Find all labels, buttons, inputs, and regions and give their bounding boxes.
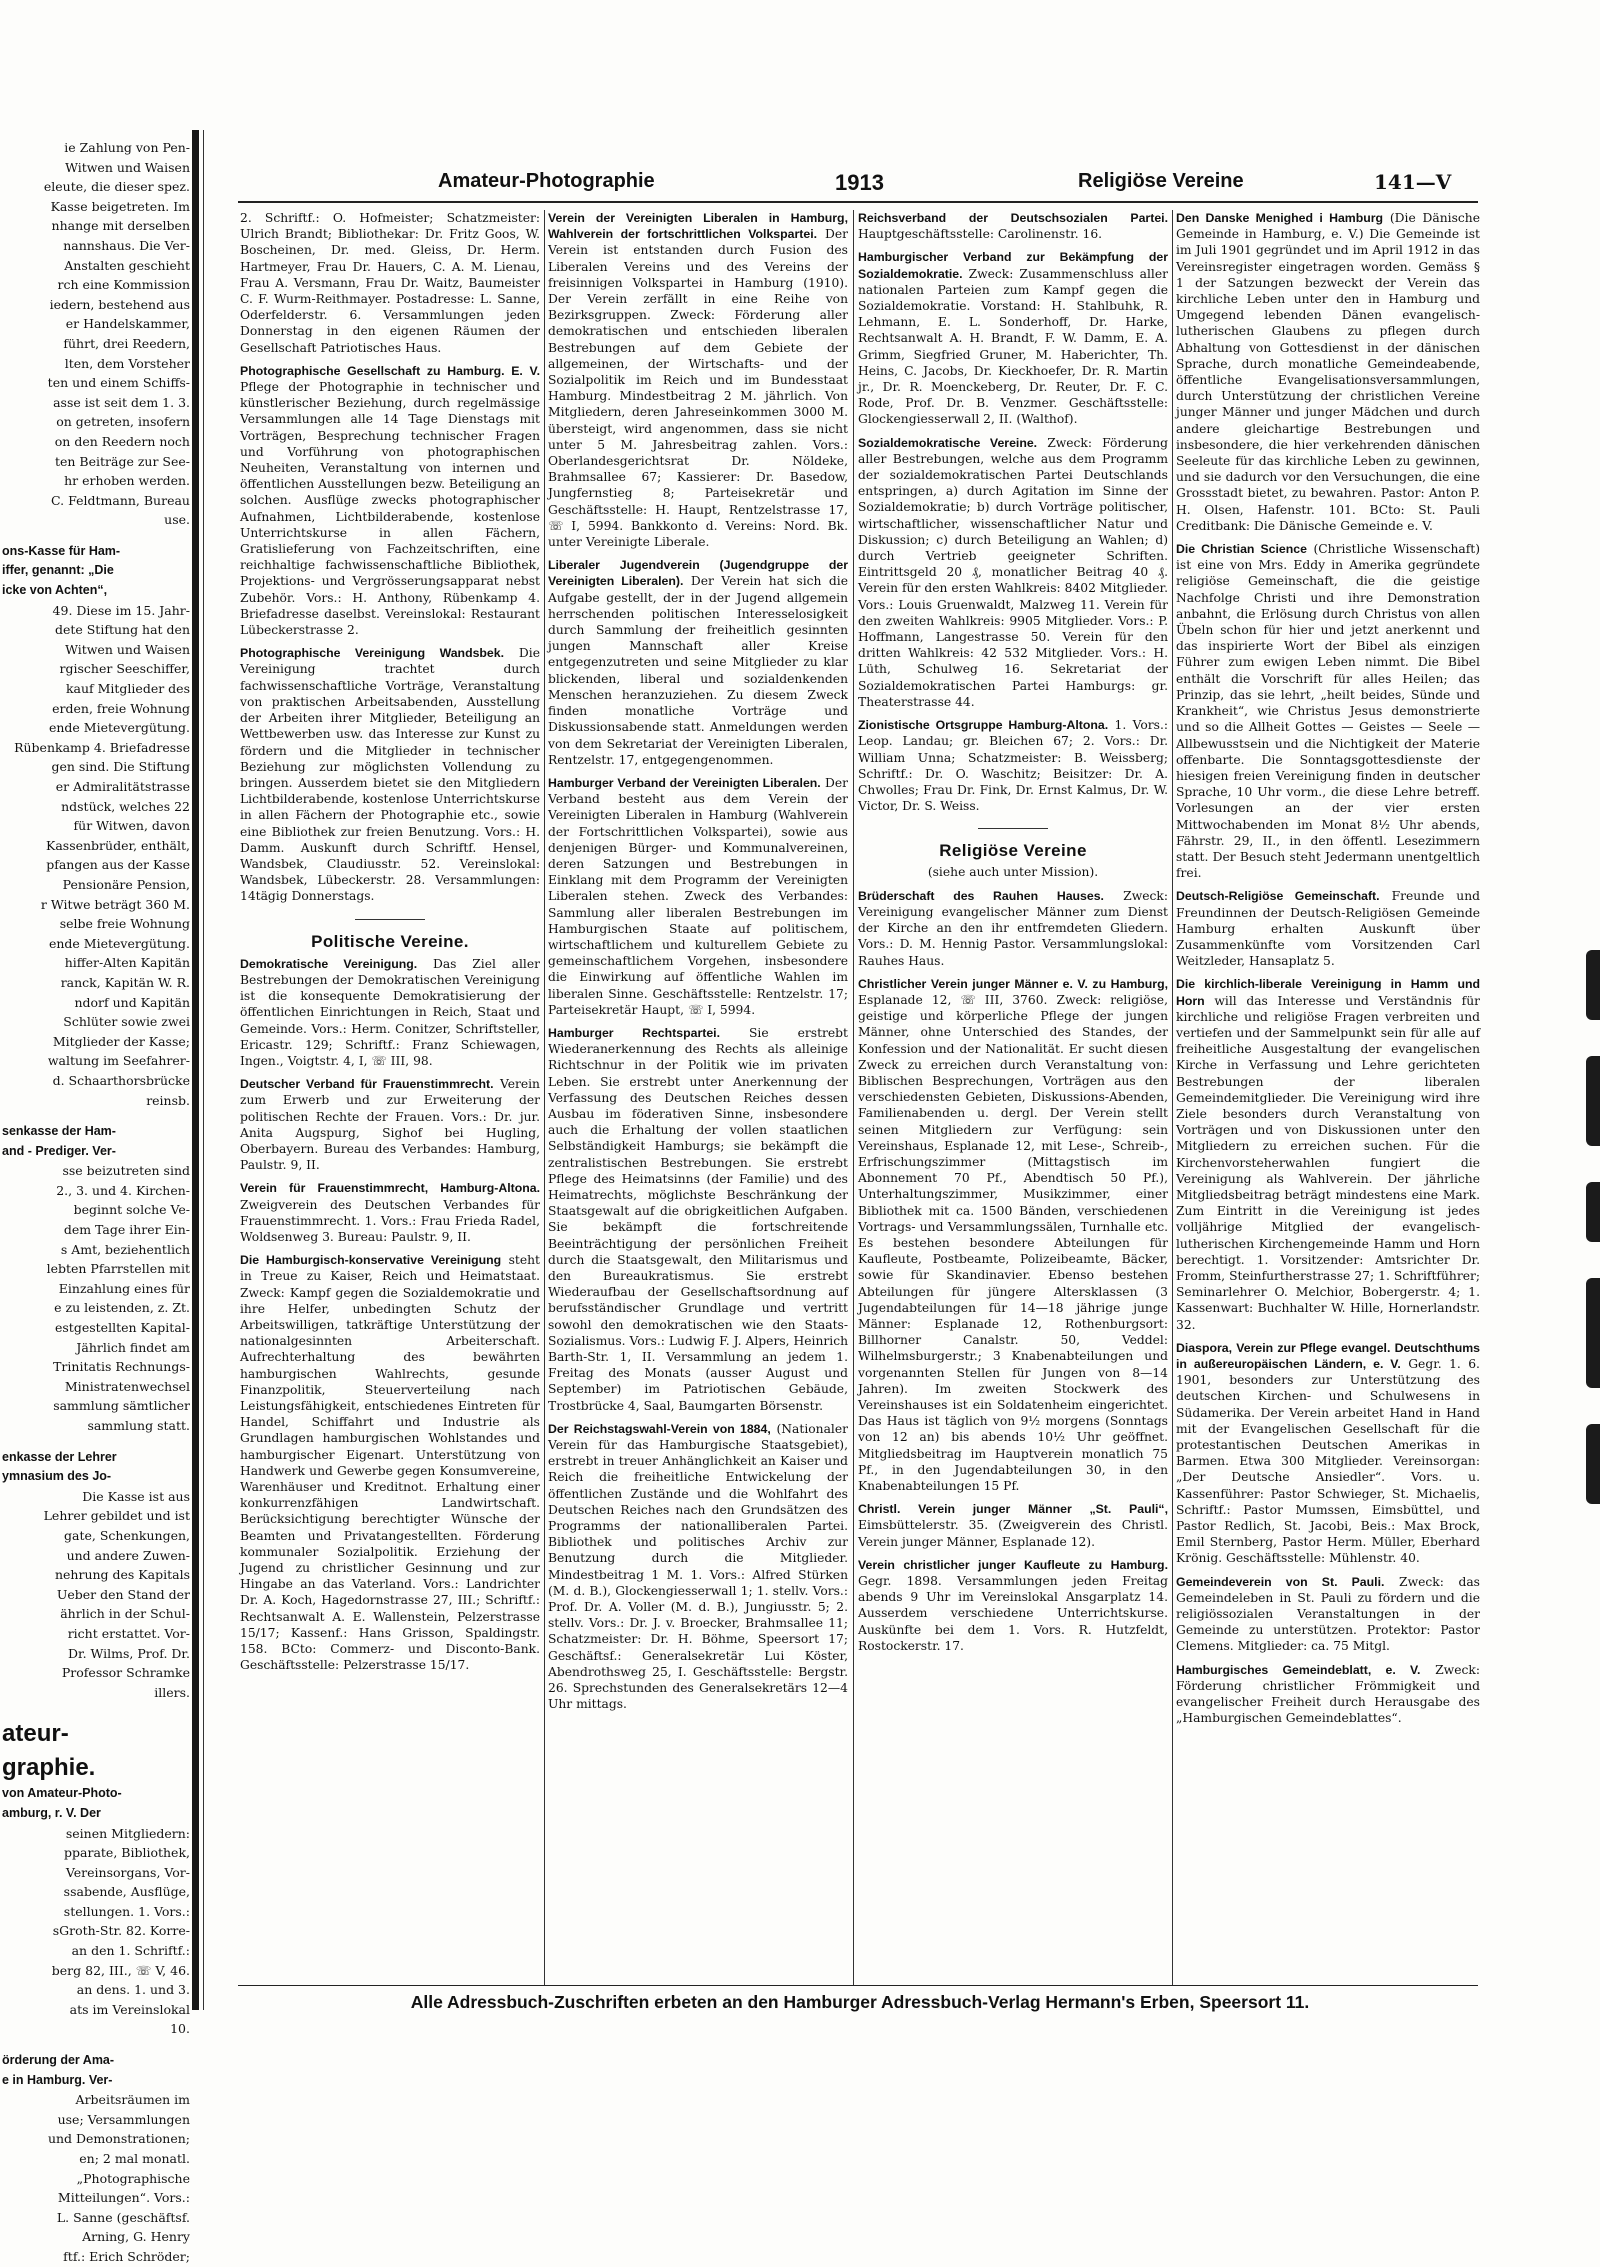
fragment-line: hr erhoben werden. [64, 473, 190, 489]
fragment-line: ndstück, welches 22 [61, 798, 190, 814]
fragment-line: ende Mietevergütung. [48, 720, 190, 736]
association-text: Der Verein hat sich die Aufgabe gestellt, der in der Jugend allgemein herrschenden politischen Interesselosigkeit durch Sammlung der freiheitlich gesinnten jungen Mannschaft aller Kreise entgegenzutreten und seine Mitglieder zu klar blickenden, liberal und sozialdenkenden Menschen heranzuziehen. Zu diesem Zweck finden monatliche Vorträge und Diskussionsabende statt. Anmeldungen werden von dem Sekretariat der Vereinigten Liberalen, Rentzelstr. 17, entgegengenommen. [548, 574, 848, 767]
association-text: (Die Dänische Gemeinde in Hamburg, e. V.) Die Gemeinde ist im Juli 1901 gegründet und im April 1912 in das Vereinsregister eingetragen worden. Gemäss § 1 der Satzungen bezweckt der Verein das kirchliche Leben unter den in Hamburg und Umgegend lebenden Dänen evangelisch-lutherischen Glaubens zu pflegen durch Abhaltung von Gottesdienst in der dänischen Sprache, durch monatliche Gemeindeabende, öffentliche Evangelisationsversammlungen, durch Unterstützung der christlichen Vereine junger Männer und junger Mädchen und durch andere gleichartige Bestrebungen und insbesondere, die hier verkehrenden dänischen Seeleute für das kirchliche Leben zu gewinnen, und sie dadurch vor den Versuchungen, die eine Grossstadt bietet, zu bewahren. Pastor: Anton P. H. Olsen, Hafenstr. 101. BCto: St. Pauli Creditbank: Die Dänische Gemeinde e. V. [1176, 211, 1480, 533]
association-text: Freunde und Freundinnen der Deutsch-Religiösen Gemeinde Hamburg erhalten Auskunft über Zusammenkünfte vom Vorsitzenden Carl Weitzleder, Hansaplatz 5. [1176, 889, 1481, 969]
association-entry [548, 1025, 848, 1414]
fragment-line: Dr. Wilms, Prof. Dr. [67, 1645, 190, 1661]
fragment-line: e zu leistenden, z. Zt. [54, 1300, 190, 1316]
fragment-line: Jährlich findet am [76, 1339, 190, 1355]
association-name: Verein christlicher junger Kaufleute zu Hamburg. [858, 1557, 1168, 1572]
gutter-shadow [192, 130, 199, 2010]
association-text: Pflege der Photographie in technischer und künstlerischer Beziehung, durch regelmässige Versammlungen alle 14 Tage Dienstags mit Vorträgen, Besprechung technischer Fragen und Vorführung von photographischen Neuheiten, Veranstaltung von internen und öffentlichen Ausstellungen bezw. Beteiligung an solchen. Ausflüge zwecks photographischer Aufnahmen, Lichtbilderabende, kostenlose Unterrichtskurse in allen Fächern, Gratislieferung von Fachzeitschriften, eine reichhaltige fachwissenschaftliche Bibliothek, Projektions- und Vergrösserungsapparat nebst Zubehör. Vors.: H. Anthony, Rübenkamp 4. Briefadresse daselbst. Vereinslokal: Restaurant Lübeckerstrasse 2. [240, 380, 540, 638]
fragment-line: ie Zahlung von Pen- [64, 140, 190, 155]
left-page-fragment [0, 138, 190, 2264]
association-text: Zweck: Vereinigung evangelischer Männer zum Dienst der Kirche an den ihr entfremdeten Gliedern. Vors.: D. M. Hennig Pastor. Versammlungslokal: Rauhes Haus. [858, 888, 1168, 968]
association-text: Zweck: Förderung aller Bestrebungen, welche aus dem Programm der sozialdemokratischen Partei Deutschlands entspringen, a) durch Agitation im Sinne der Sozialdemokratie; b) durch Vorträge politischer, wirtschaftlicher, wissenschaftlicher Natur und Diskussion; c) durch Beteiligung an Wahlen; d) durch Vertrieb geeigneter Schriften. Eintrittsgeld 20 ₰, monatlicher Beitrag 40 ₰. Verein für den ersten Wahlkreis: 8402 Mitglieder. Vors.: Louis Gruenwaldt, Malzweg 11. Verein für den zweiten Wahlkreis: 9905 Mitglieder. Vors.: P. Hoffmann, Langestrasse 50. Verein für den dritten Wahlkreis: 42 532 Mitglieder. Vors.: H. Lüth, Schulweg 16. Sekretariat der Sozialdemokratischen Partei Hamburgs: gr. Theaterstrasse 44. [858, 435, 1168, 709]
association-entry [858, 1501, 1168, 1550]
running-head-left: Amateur-Photographie [438, 170, 655, 192]
association-entry [1176, 888, 1480, 969]
column-2 [548, 210, 848, 1980]
association-entry [548, 210, 848, 550]
fragment-line: Die Kasse ist aus [82, 1488, 190, 1504]
association-entry [1176, 1574, 1480, 1655]
association-name: Die Hamburgisch-konservative Vereinigung [240, 1253, 502, 1268]
fragment-line: und andere Zuwen- [66, 1547, 190, 1563]
running-head [430, 170, 1470, 200]
fragment-line: Professor Schramke [61, 1665, 190, 1681]
association-name: Der Reichstagswahl-Verein von 1884, [548, 1421, 771, 1436]
fragment-line: sse beizutreten sind [62, 1163, 190, 1179]
fragment-line: Witwen und Waisen [65, 159, 190, 175]
fragment-line: eleute, die dieser spez. [43, 179, 190, 195]
fragment-line: er Admiralitätstrasse [55, 779, 190, 794]
fragment-line: iedern, bestehend aus [49, 296, 190, 312]
fragment-line: ateur- [2, 1720, 69, 1748]
fragment-line: ons-Kasse für Ham- [2, 543, 121, 558]
association-text: Verein zum Erwerb und zur Erweiterung der politischen Rechte der Frauen. Vors.: Dr. jur. Anita Augspurg, Sighof bei Hugling, Oberbayern. Bureau des Verbandes: Hamburg, Paulstr. 9, II. [240, 1077, 540, 1173]
fragment-line: sGroth-Str. 82. Korre- [52, 1923, 190, 1939]
association-entry [858, 1557, 1168, 1654]
fragment-line: lten, dem Vorsteher [64, 355, 190, 371]
association-text: Gegr. 1. 6. 1901, besonders zur Unterstützung des deutschen Kirchen- und Schulwesens in Südamerika. Der Verein arbeitet Hand in Hand mit der Evangelischen Gesellschaft für die protestantischen Deutschen Amerikas in Barmen. Etwa 300 Mitglieder. Vereinsorgan: „Der Deutsche Ansiedler“. Vors. u. Kassenführer: Pastor Schwieger, St. Michaelis, Schriftf.: Pastor Mumssen, Eimsbüttel, und Pastor Redlich, St. Jacobi, Beis.: Max Brock, Emil Sternberg, Pastor Herm. Müller, Eberhard Krönig. Geschäftsstelle: Mühlenstr. 40. [1176, 1357, 1480, 1566]
fragment-line: Anstalten geschieht [64, 257, 190, 273]
fragment-line: 10. [170, 2021, 190, 2037]
fragment-line: C. Feldtmann, Bureau [51, 492, 190, 508]
association-name: Deutscher Verband für Frauenstimmrecht. [240, 1077, 494, 1092]
fragment-line: dete Stiftung hat den [54, 622, 190, 638]
fragment-line: ssabende, Ausflüge, [63, 1884, 190, 1900]
fragment-line: asse ist seit dem 1. 3. [53, 394, 190, 410]
fragment-line: d. Schaarthorsbrücke [52, 1072, 190, 1088]
association-text: Eimsbüttelerstr. 35. (Zweigverein des Christl. Verein junger Männer, Esplanade 12). [858, 1518, 1168, 1549]
association-name: Die Christian Science [1176, 542, 1307, 557]
fragment-line: e in Hamburg. Ver- [2, 2072, 113, 2087]
fragment-line: ndorf und Kapitän [74, 994, 190, 1010]
fragment-line: icke von Achten“, [2, 583, 108, 598]
association-name: Christlicher Verein junger Männer e. V. zu Hamburg, [858, 976, 1168, 991]
association-name: Den Danske Menighed i Hamburg [1176, 211, 1384, 225]
association-name: Photographische Vereinigung Wandsbek. [240, 646, 505, 661]
association-entry [858, 976, 1168, 1495]
association-text: Zweck: Förderung christlicher Frömmigkeit und evangelischer Freiheit durch Herausgabe des „Hamburgischen Gemeindeblattes“. [1176, 1662, 1480, 1726]
fragment-line: ats im Vereinslokal [69, 2001, 190, 2017]
fragment-line: on getreten, insofern [56, 414, 190, 430]
association-text: (Christliche Wissenschaft) ist eine von Mrs. Eddy in Amerika gegründete religiöse Gemeinschaft, die die geistige Nachfolge Christi und ihre Demonstration anbahnt, die Erlösung durch Christus von allen Übeln schon für hier und jetzt anerkennt und das inspirierte Wort der Bibel als einzigen Führer zum ewigen Leben nimmt. Die Bibel enthält die Vorschrift für alles Heilen; das Prinzip, das sie lehrt, „heilt beides, Sünde und Krankheit“, wie Christus Jesus demonstrierte und so die Allheit Gottes — Geistes — Seele — Allbewusstsein und die Nichtigkeit der Materie offenbarte. Die Sonntagsgottesdienste der hiesigen freien Vereinigung finden in deutscher Sprache, 10 Uhr vorm., die diese Lehre betreff. Vorlesungen an der vier ersten Mittwochabenden im Monat 8½ Uhr abends, Fährstr. 29, II., in den öffentl. Lesezimmern statt. Der Besuch steht Jedermann unentgeltlich frei. [1176, 542, 1480, 881]
spacer [2, 530, 190, 542]
association-text: Die Vereinigung trachtet durch fachwissenschaftliche Vorträge, Veranstaltung von praktischen Arbeitsabenden, Ausstellung der Arbeiten ihrer Mitglieder, Beteiligung an Wettbewerben usw. das Interesse zur Kunst zu fördern und die Mitglieder in technischer Beziehung zur möglichsten Vollendung zu bringen. Ausserdem bietet sie den Mitgliedern Lichtbilderabende, kostenlose Unterrichtskurse in allen Fächern der Photographie etc., sowie eine Bibliothek zur freien Benutzung. Vors.: H. Damm. Auskunft durch Schriftf. Hensel, Wandsbek, Claudiusstr. 52. Vereinslokal: Wandsbek, Lübeckerstr. 28. Versammlungen: 14tägig Donnerstags. [240, 646, 540, 904]
fragment-line: sammlung sämtlicher [53, 1398, 190, 1414]
column-1 [240, 210, 540, 1980]
fragment-line: an den 1. Schriftf.: [71, 1943, 190, 1959]
fragment-line: use; Versammlungen [57, 2111, 190, 2127]
fragment-line: pparate, Bibliothek, [64, 1845, 190, 1861]
fragment-line: Witwen und Waisen [65, 641, 190, 657]
footer-note: Alle Adressbuch-Zuschriften erbeten an den Hamburger Adressbuch-Verlag Hermann's Erben, Speersort 11. [410, 1992, 1310, 2012]
association-entry [1176, 1340, 1480, 1567]
fragment-line: graphie. [2, 1754, 96, 1782]
spacer [2, 1702, 190, 1714]
association-text: Das Ziel aller Bestrebungen der Demokratischen Vereinigung ist die konsequente Demokratisierung der öffentlichen Einrichtungen in Reich, Staat und Gemeinde. Vors.: Herm. Conitzer, Schriftsteller, Ericastr. 129; Schriftf.: Franz Schiewagen, Ingen., Voigtstr. 4, I, ☏ III, 98. [240, 956, 540, 1068]
association-name: Photographische Gesellschaft zu Hamburg. E. V. [240, 363, 540, 378]
running-head-section: Religiöse Vereine [1078, 170, 1244, 192]
fragment-line: Ministratenwechsel [64, 1378, 190, 1394]
association-text: Gegr. 1898. Versammlungen jeden Freitag abends 9 Uhr im Vereinslokal Ansgarplatz 14. Ausserdem verschiedene Unterrichtskurse. Auskünfte bei dem 1. Vors. R. Hutzfeldt, Rostockerstr. 17. [858, 1574, 1168, 1653]
association-text: Esplanade 12, ☏ III, 3760. Zweck: religiöse, geistige und körperliche Pflege der jungen Männer, ohne Unterschied des Standes, der Konfession und der Nationalität. Er sucht diesen Zweck zu erreichen durch Veranstaltung von: Biblischen Besprechungen, Vorträgen aus den verschiedensten Gebieten, Diskussions-Abenden, Familienabenden u. dergl. Der Verein stellt seinen Mitgliedern zur Verfügung: sein Vereinshaus, Esplanade 12, mit Lese-, Schreib-, Erfrischungszimmer (Mittagstisch im Abonnement 70 Pf., Abendtisch 50 Pf.), Unterhaltungszimmer, Musikzimmer, einer Bibliothek mit ca. 1500 Bänden, verschiedenen Vortrags- und Versammlungssälen, Turnhalle etc. Es bestehen besondere Abteilungen für Kaufleute, Postbeamte, Polizeibeamte, Bäcker, sowie für Skandinavier. Ebenso bestehen Abteilungen für jüngere Altersklassen (3 Jugendabteilungen für 14—18 jährige junge Männer: Esplanade 12, Rothenburgsort: Billhorner Canalstr. 50, Veddel: Wilhelmsburgerstr.; 3 Knabenabteilungen und vorgenannten Stellen für Jungen von 8—14 Jahren). Im zweiten Stockwerk des Vereinshauses ist ein Soldatenheim eingerichtet. Das Haus ist täglich von 9½ morgens (Sonntags von 12 an) bis abends 10½ Uhr geöffnet. Mitgliedsbeitrag im Hauptverein monatlich 75 Pf., in den Jugendabteilungen 30, in den Knabenabteilungen 15 Pf. [858, 992, 1168, 1494]
fragment-line: pfangen aus der Kasse [46, 857, 190, 873]
column-separator [1172, 210, 1173, 1985]
fragment-line: ten Beiträge zur See- [54, 453, 190, 469]
fragment-line: Arbeitsräumen im [75, 2092, 190, 2108]
association-text: 2. Schriftf.: O. Hofmeister; Schatzmeister: Ulrich Brandt; Bibliothekar: Dr. Fritz Goos, W. Boscheinen, Dr. med. Gleiss, Dr. Herm. Hartmeyer, Frau Dr. Hauers, C. A. M. Lienau, Frau A. Versmann, Frau Dr. Waitz, Baumeister C. F. Wurm-Reithmayer. Postadresse: L. Sanne, Oderfelderstr. 6. Versammlungen jeden Donnerstag in den eigenen Räumen der Gesellschaft Patriotisches Haus. [240, 211, 540, 355]
section-divider [978, 828, 1048, 829]
fragment-line: amburg, r. V. Der [2, 1805, 101, 1820]
column-separator [853, 210, 854, 1985]
association-name: Liberaler Jugendverein (Jugendgruppe der Vereinigten Liberalen). [548, 558, 848, 589]
association-entry [240, 363, 540, 638]
footer-rule [238, 1985, 1478, 1986]
association-name: Sozialdemokratische Vereine. [858, 435, 1038, 450]
fragment-line: gen sind. Die Stiftung [51, 759, 190, 775]
right-edge-bleed [1586, 950, 1600, 1650]
association-name: Verein für Frauenstimmrecht, Hamburg-Altona. [240, 1181, 540, 1196]
association-entry [548, 775, 848, 1018]
fragment-line: nannshaus. Die Ver- [63, 237, 190, 253]
association-name: Hamburger Verband der Vereinigten Liberalen. [548, 775, 821, 790]
fragment-line: ten und einem Schiffs- [47, 375, 190, 391]
fragment-line: Schlüter sowie zwei [63, 1014, 190, 1030]
section-divider [355, 919, 425, 920]
association-text: steht in Treue zu Kaiser, Reich und Heimatstaat. Zweck: Kampf gegen die Sozialdemokratie und ihre Helfer, unbedingten Schutz der Arbeitswilligen, tatkräftige Unterstützung der nationalgesinnten Arbeiterschaft. Aufrechterhaltung des bewährten hamburgischen Wahlrechts, gesunde Finanzpolitik, Steuerverteilung nach Leistungsfähigkeit, entschiedenes Eintreten für Handel, Schiffahrt und Industrie als Grundlagen hamburgischen Wohlstandes und hamburgischer Eigenart. Unterstützung von Handwerk und Gewerbe gegen Konsumvereine, Warenhäuser und Kreditnot. Erhaltung einer konkurrenzfähigen Landwirtschaft. Berücksichtigung berechtigter Wünsche der Beamten und Privatangestellten. Förderung kommunaler Sozialpolitik. Erziehung der Jugend zu christlicher Gesinnung und zur Hingabe an das Vaterland. Vors.: Landrichter Dr. A. Koch, Hagedornstrasse 27, III.; Schriftf.: Rechtsanwalt A. E. Wallenstein, Pelzerstrasse 15/17; Kassenf.: Hans Grisson, Spaldingstr. 158. BCto: Commerz- und Disconto-Bank. Geschäftsstelle: Pelzerstrasse 15/17. [240, 1253, 540, 1673]
fragment-line: rgischer Seeschiffer, [59, 661, 190, 677]
association-entry [240, 1252, 540, 1673]
fragment-line: illers. [154, 1684, 190, 1700]
association-entry [548, 557, 848, 768]
fragment-line: reinsb. [146, 1092, 190, 1108]
association-text: Zweigverein des Deutschen Verbandes für Frauenstimmrecht. 1. Vors.: Frau Frieda Radel, Woldsenweg 3. Bureau: Paulstr. 9, II. [240, 1197, 540, 1244]
section-title: Politische Vereine. [311, 931, 469, 951]
column-3 [858, 210, 1168, 1980]
fragment-line: für Witwen, davon [73, 818, 190, 834]
association-name: Brüderschaft des Rauhen Hauses. [858, 888, 1104, 903]
fragment-line: berg 82, III., ☏ V, 46. [51, 1962, 190, 1978]
header-rule [238, 201, 1478, 203]
fragment-line: seinen Mitgliedern: [65, 1825, 190, 1841]
fragment-line: s Amt, beziehentlich [60, 1241, 190, 1257]
association-entry [1176, 541, 1480, 881]
fragment-line: ranck, Kapitän W. R. [60, 974, 190, 990]
fragment-line: Ueber den Stand der [56, 1586, 190, 1602]
fragment-line: Einzahlung eines für [58, 1280, 190, 1296]
association-entry [858, 210, 1168, 242]
fragment-line: beginnt solche Ve- [73, 1202, 190, 1218]
fragment-line: nehrung des Kapitals [54, 1567, 190, 1583]
spacer [2, 1110, 190, 1122]
fragment-line: Vereinsorgans, Vor- [65, 1864, 190, 1880]
fragment-line: ährlich in der Schul- [60, 1606, 190, 1622]
association-entry [1176, 976, 1480, 1332]
fragment-line: Arning, G. Henry [82, 2229, 190, 2245]
fragment-line: ymnasium des Jo- [2, 1469, 112, 1484]
fragment-line: örderung der Ama- [2, 2053, 115, 2068]
fragment-line: ftf.: Erich Schröder; [63, 2248, 190, 2264]
fragment-line: dem Tage ihrer Ein- [63, 1222, 190, 1238]
fragment-line: stellungen. 1. Vors.: [63, 1903, 190, 1919]
fragment-line: L. Sanne (geschäftsf. [56, 2209, 190, 2225]
fragment-line: „Photographische [76, 2170, 190, 2186]
running-head-year: 1913 [835, 170, 884, 195]
association-entry [240, 956, 540, 1069]
fragment-line: er Handelskammer, [65, 316, 190, 332]
association-entry [240, 210, 540, 356]
spacer [2, 1436, 190, 1448]
association-name: Zionistische Ortsgruppe Hamburg-Altona. [858, 718, 1109, 733]
association-name: Demokratische Vereinigung. [240, 956, 418, 971]
fragment-line: hiffer-Alten Kapitän [64, 955, 190, 971]
association-name: Reichsverband der Deutschsozialen Partei. [858, 211, 1168, 225]
association-text: (Nationaler Verein für das Hamburgische Staatsgebiet), erstrebt in treuer Anhänglichkeit an Kaiser und Reich die freiheitliche Entwickelung der öffentlichen Zustände und die Wohlfahrt des Deutschen Reiches nach den Grundsätzen des Programms der nationalliberalen Partei. Bibliothek und politisches Archiv zur Benutzung durch die Mitglieder. Mindestbeitrag 1 M. 1. Vors.: Alfred Stürken (M. d. B.), Glockengiesserwall 1; 1. stellv. Vors.: Prof. Dr. A. Voller (M. d. B.), Jungiusstr. 5; 2. stellv. Vors.: Dr. J. v. Broecker, Brahmsallee 11; Schatzmeister: Dr. H. Böhme, Speersort 17; Geschäftsf.: Generalsekretär Lui Köster, Abendrothsweg 25, I. Geschäftsstelle: Bergstr. 26. Sprechstunden des Generalsekretärs 12—4 Uhr mittags. [548, 1421, 848, 1712]
association-entry [548, 1421, 848, 1713]
fragment-line: rch eine Kommission [57, 277, 190, 293]
fragment-line: r Witwe beträgt 360 M. [40, 896, 190, 912]
association-name: Hamburgischer Verband zur Bekämpfung der Sozialdemokratie. [858, 250, 1168, 281]
fragment-line: 49. Diese im 15. Jahr- [52, 602, 190, 618]
association-text: Hauptgeschäftsstelle: Carolinenstr. 16. [858, 227, 1103, 242]
association-entry [858, 717, 1168, 814]
fragment-line: nhange mit derselben [51, 218, 190, 234]
association-text: Der Verband besteht aus dem Verein der Vereinigten Liberalen in Hamburg (Wahlverein der Fortschrittlichen Volkspartei), sowie aus denjenigen Bürger- und Kommunalvereinen, deren Satzungen und Bestrebungen in Einklang mit dem Programm der Vereinigten Liberalen stehen. Zweck des Verbandes: Sammlung aller liberalen Bestrebungen im Hamburgischen Staate auf politischem, wirtschaftlichem und kulturellem Gebiete zu gemeinschaftlichem Vorgehen, insbesondere die Einwirkung auf öffentliche Wahlen im liberalen Sinne. Geschäftsstelle: Rentzelstr. 17; Parteisekretär Haupt, ☏ I, 5994. [548, 775, 848, 1017]
association-entry [1176, 1662, 1480, 1727]
fragment-line: waltung im Seefahrer- [47, 1053, 190, 1069]
association-text: Zweck: das Gemeindeleben in St. Pauli zu fördern und die religiössozialen Veranstaltungen in der Gemeinde zu unterstützen. Protektor: Pastor Clemens. Mitglieder: ca. 75 Mitgl. [1176, 1574, 1480, 1654]
association-entry [858, 435, 1168, 710]
fragment-line: estgestellten Kapital- [55, 1320, 190, 1336]
fragment-line: enkasse der Lehrer [2, 1449, 117, 1464]
association-entry [1176, 210, 1480, 534]
association-name: Christl. Verein junger Männer „St. Pauli“, [858, 1502, 1168, 1517]
association-text: 1. Vors.: Leop. Landau; gr. Bleichen 67; 2. Vors.: Dr. William Unna; Schatzmeister: B. Weissberg; Schriftf.: Dr. O. Waschitz; Beisitzer: Dr. A. Chwolles; Frau Dr. Fink, Dr. Ernst Kalmus, Dr. W. Victor, Dr. S. Weiss. [858, 718, 1168, 814]
fragment-line: Rübenkamp 4. Briefadresse [14, 739, 190, 755]
association-name: Diaspora, Verein zur Pflege evangel. Deutschthums in außereuropäischen Ländern, e. V. [1176, 1340, 1480, 1372]
association-name: Hamburger Rechtspartei. [548, 1025, 720, 1040]
fragment-line: an dens. 1. und 3. [76, 1982, 190, 1998]
fragment-line: führt, drei Reedern, [63, 335, 190, 351]
fragment-line: von Amateur-Photo- [2, 1786, 122, 1801]
fragment-line: kauf Mitglieder des [65, 681, 190, 697]
page-number: 141—V [1374, 170, 1452, 194]
fragment-line: iffer, genannt: „Die [2, 563, 114, 578]
association-entry [858, 888, 1168, 969]
column-4 [1176, 210, 1480, 1980]
association-text: will das Interesse und Verständnis für kirchliche und religiöse Fragen verbreiten und vertiefen und der Sammelpunkt sein für alle auf freiheitliche Ausgestaltung der evangelischen Kirche in Verfassung und Lehre gerichteten Bestrebungen der liberalen Gemeindemitglieder. Die Vereinigung wird ihre Ziele besonders durch Veranstaltung von Vorträgen und von Diskussionen unter den Mitgliedern zu erreichen suchen. Für die Kirchenvorsteherwahlen fungiert die Vereinigung als Wahlverein. Der jährliche Mitgliedsbeitrag beträgt mindestens eine Mark. Zum Eintritt in die Vereinigung ist jedes volljährige Mitglied der evangelisch-lutherischen Kirchengemeinde Hamm und Horn berechtigt. 1. Vorsitzender: Amtsrichter Dr. Fromm, Steinfurtherstrasse 27; 1. Schriftführer; Seminarlehrer O. Melchior, Bobergerstr. 4; 1. Kassenwart: Buchhalter W. Hille, Hornerlandstr. 32. [1176, 993, 1480, 1332]
fragment-line: senkasse der Ham- [2, 1124, 116, 1139]
association-name: Verein der Vereinigten Liberalen in Hamburg, Wahlverein der fortschrittlichen Volkspartei. [548, 211, 848, 242]
fragment-line: Pensionäre Pension, [62, 876, 190, 892]
fragment-line: Trinitatis Rechnungs- [53, 1359, 190, 1375]
spacer [2, 2039, 190, 2051]
gutter-line [203, 130, 204, 2010]
association-text: Der Verein ist entstanden durch Fusion des Liberalen Vereins und des Vereins der freisinnigen Volkspartei in Hamburg (1910). Der Verein zerfällt in eine Reihe von Bezirksgruppen. Zweck: Förderung aller demokratischen und entschieden liberalen Bestrebungen auf dem Gebiete der allgemeinen, der Wirtschafts- und der Sozialpolitik im Reich und im Bundesstaat Hamburg. Mindestbeitrag 2 M. jährlich. Von Mitgliedern, deren Jahreseinkommen 3000 M. übersteigt, wird angenommen, dass sie nicht unter 5 M. Jahresbeitrag zahlen. Vors.: Oberlandesgerichtsrat Dr. Nöldeke, Brahmsallee 67; Kassierer: Dr. Basedow, Jungfernstieg 8; Parteisekretär und Geschäftsstelle: H. Haupt, Rentzelstrasse 17, ☏ I, 5994. Bankkonto d. Vereins: Nord. Bk. unter Vereinigte Liberale. [548, 227, 848, 550]
fragment-line: Kassenbrüder, enthält, [45, 837, 190, 853]
section-title: Religiöse Vereine [939, 841, 1087, 861]
association-entry [240, 1180, 540, 1245]
association-name: Deutsch-Religiöse Gemeinschaft. [1176, 889, 1380, 904]
fragment-line: gate, Schenkungen, [64, 1527, 190, 1543]
association-text: Zweck: Zusammenschluss aller nationalen Parteien zum Kampf gegen die Sozialdemokratie. Vorstand: H. Stahlbuhk, R. Lehmann, E. L. Sonderhoff, Dr. Harke, Rechtsanwalt A. H. Brandt, F. W. Damm, E. A. Grimm, Siegfried Gruner, M. Haberichter, Th. Heins, C. Jacobs, Dr. Kieckhoefer, Dr. R. Martin jr., Dr. R. Moenckeberg, Dr. Reuter, Dr. F. C. Rode, Prof. Dr. B. Venzmer. Geschäftsstelle: Glockengiesserwall 2, II. (Walthof). [858, 266, 1168, 427]
fragment-line: Mitglieder der Kasse; [52, 1033, 190, 1049]
fragment-line: 2., 3. und 4. Kirchen- [56, 1182, 190, 1198]
section-subtitle: (siehe auch unter Mission). [927, 864, 1099, 879]
fragment-line: Mitteilungen“. Vors.: [57, 2190, 190, 2206]
association-name: Gemeindeverein von St. Pauli. [1176, 1574, 1385, 1589]
fragment-line: sammlung statt. [87, 1418, 190, 1433]
fragment-line: und Demonstrationen; [47, 2131, 190, 2147]
association-entry [240, 645, 540, 904]
column-separator [544, 210, 545, 1985]
fragment-line: selbe freie Wohnung [59, 916, 190, 932]
fragment-line: Lehrer gebildet und ist [43, 1508, 190, 1524]
association-entry [858, 249, 1168, 427]
fragment-line: on den Reedern noch [54, 433, 190, 449]
association-name: Die kirchlich-liberale Vereinigung in Hamm und Horn [1176, 977, 1480, 1008]
association-name: Hamburgisches Gemeindeblatt, e. V. [1176, 1662, 1421, 1677]
fragment-line: richt erstattet. Vor- [67, 1625, 190, 1641]
fragment-line: ende Mietevergütung. [48, 935, 190, 951]
association-text: Sie erstrebt Wiederanerkennung des Rechts als alleinige Richtschnur in der Politik wie im privaten Leben. Sie erstrebt unter Anerkennung der Verfassung des Deutschen Reiches dessen Ausbau im föderativen Sinne, insbesondere auch die Erhaltung der vollen staatlichen Selbständigkeit Hamburgs; sie bekämpft die zentralistischen Bestrebungen. Sie erstrebt Pflege des Heimatsinns (der Familie) und des Heimatrechts, möglichste Beschränkung der Staatsgewalt auf die obrigkeitlichen Aufgaben. Sie bekämpft die fortschreitende Beeinträchtigung der persönlichen Freiheit durch die Staatsgewalt, den Militarismus und den Bureaukratismus. Sie erstrebt Wiederaufbau der Gesellschaftsordnung auf berufsständischer Grundlage und vertritt sowohl den demokratischen wie den Staats-Sozialismus. Vors.: Ludwig F. J. Alpers, Heinrich Barth-Str. 1, II. Versammlung an jedem 1. Freitag des Monats (ausser August und September) im Patriotischen Gebäude, Trostbrücke 4, Saal, Baumgarten Börsenstr. [548, 1025, 848, 1413]
association-entry [240, 1076, 540, 1173]
fragment-line: use. [164, 512, 190, 528]
fragment-line: lebten Pfarrstellen mit [46, 1261, 190, 1277]
fragment-line: Kasse beigetreten. Im [50, 198, 190, 214]
fragment-line: erden, freie Wohnung [52, 700, 190, 716]
fragment-line: en; 2 mal monatl. [79, 2151, 190, 2166]
fragment-line: and - Prediger. Ver- [2, 1143, 116, 1158]
